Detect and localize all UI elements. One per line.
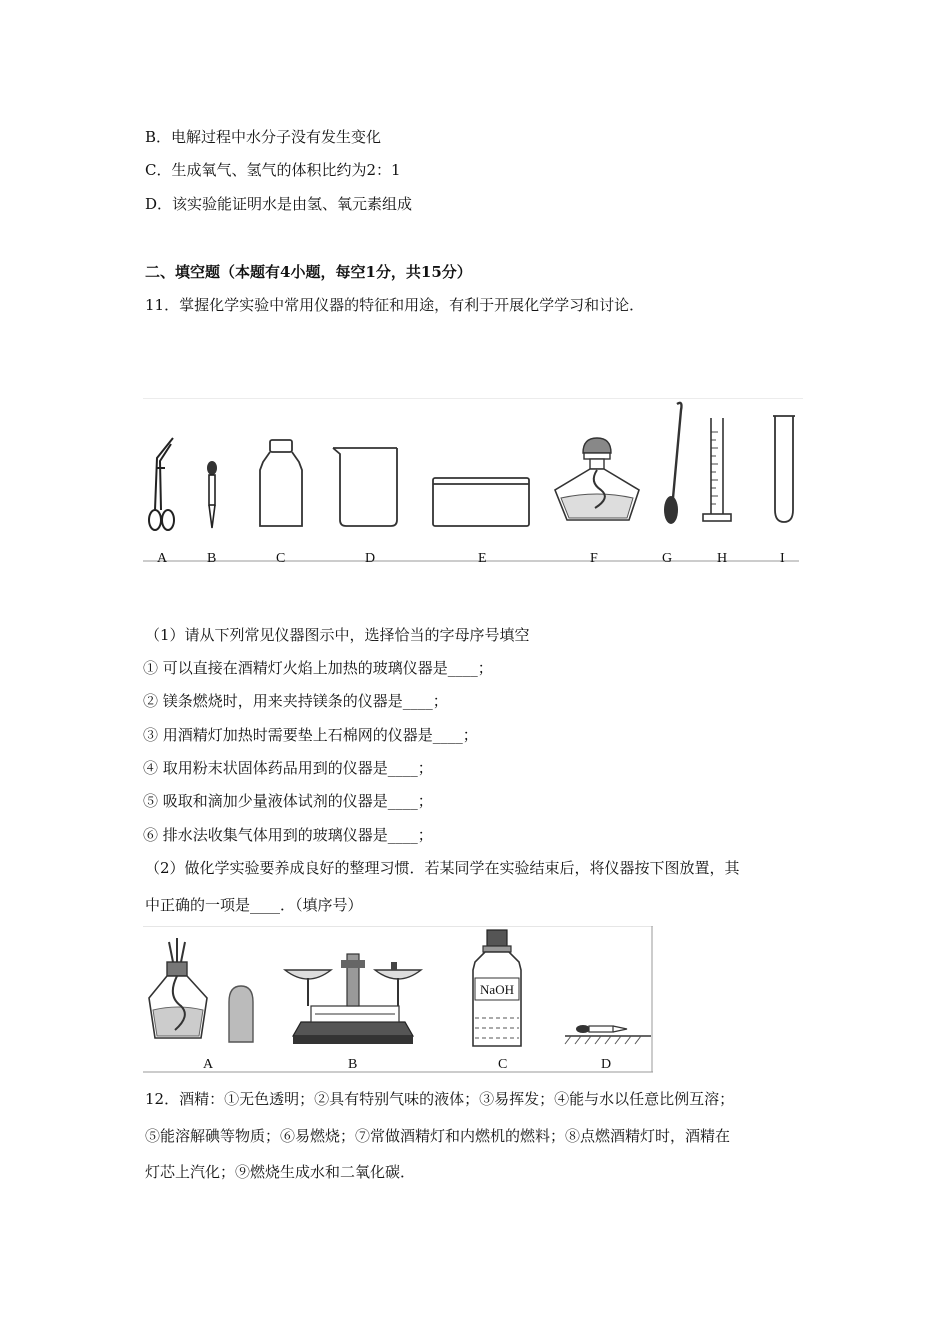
option-b: B．电解过程中水分子没有发生变化	[145, 128, 382, 146]
q11-item-1: ① 可以直接在酒精灯火焰上加热的玻璃仪器是____；	[143, 659, 493, 677]
naoh-label: NaOH	[480, 982, 514, 997]
instrument-label: C	[276, 551, 286, 566]
q12-line-1: 12．酒精：①无色透明；②具有特别气味的液体；③易挥发；④能与水以任意比例互溶；	[145, 1090, 735, 1108]
instrument-label: H	[717, 551, 728, 566]
instrument-label: F	[590, 551, 598, 566]
q12-line-3: 灯芯上汽化；⑨燃烧生成水和二氧化碳．	[145, 1163, 416, 1181]
q11-item-2: ② 镁条燃烧时，用来夹持镁条的仪器是____；	[143, 692, 448, 710]
option-c: C．生成氧气、氢气的体积比约为2：1	[145, 161, 401, 179]
option-label: D	[601, 1057, 612, 1072]
instrument-label: A	[157, 551, 168, 566]
instrument-label: G	[662, 551, 673, 566]
option-label: B	[348, 1057, 358, 1072]
section-title: 二、填空题（本题有4小题，每空1分，共15分）	[145, 263, 472, 281]
q11-item-5: ⑤ 吸取和滴加少量液体试剂的仪器是____；	[143, 792, 433, 810]
instrument-label: D	[365, 551, 376, 566]
q11-item-4: ④ 取用粉末状固体药品用到的仪器是____；	[143, 759, 433, 777]
q11-item-3: ③ 用酒精灯加热时需要垫上石棉网的仪器是____；	[143, 726, 478, 744]
option-label: C	[498, 1057, 508, 1072]
q11-part1-title: （1）请从下列常见仪器图示中，选择恰当的字母序号填空	[145, 626, 530, 644]
instrument-label: E	[478, 551, 487, 566]
q11-item-6: ⑥ 排水法收集气体用到的玻璃仪器是____；	[143, 826, 433, 844]
q11-part2-line1: （2）做化学实验要养成良好的整理习惯．若某同学在实验结束后，将仪器按下图放置，其	[145, 859, 740, 877]
instrument-label: B	[207, 551, 217, 566]
instrument-label: I	[780, 551, 785, 566]
q11-part2-line2: 中正确的一项是____．（填序号）	[145, 896, 363, 914]
q11-stem: 11．掌握化学实验中常用仪器的特征和用途，有利于开展化学学习和讨论．	[145, 296, 645, 314]
tidy-up-figure	[143, 926, 655, 1074]
instruments-figure	[143, 398, 803, 570]
option-label: A	[203, 1057, 214, 1072]
option-d: D．该实验能证明水是由氢、氧元素组成	[145, 195, 413, 213]
q12-line-2: ⑤能溶解碘等物质；⑥易燃烧；⑦常做酒精灯和内燃机的燃料；⑧点燃酒精灯时，酒精在	[145, 1127, 731, 1145]
